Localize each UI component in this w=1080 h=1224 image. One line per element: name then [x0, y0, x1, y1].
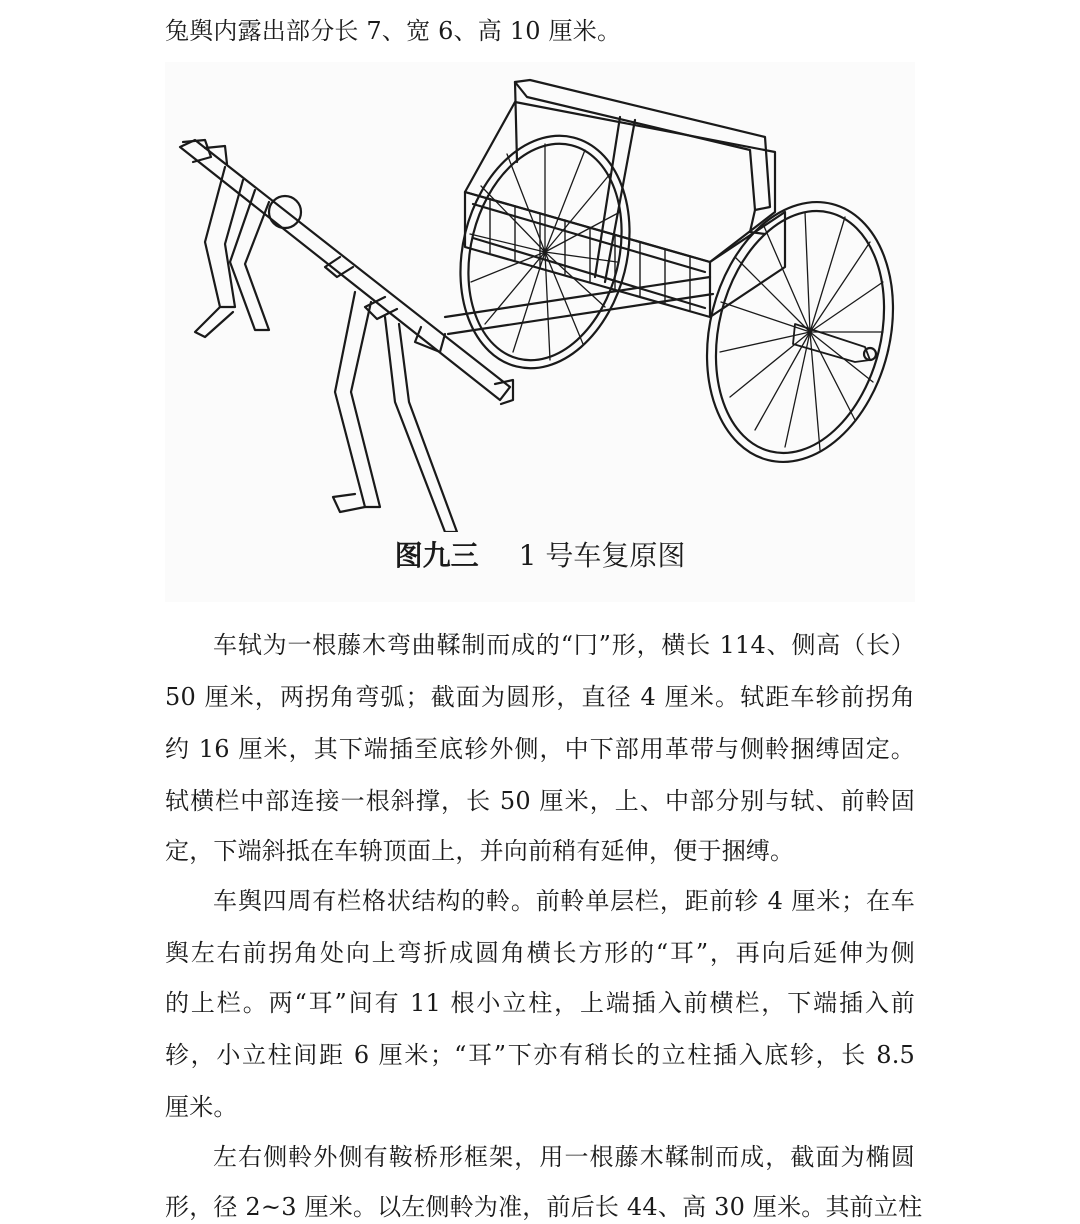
yoke: [180, 140, 513, 532]
figure-title: 1 号车复原图: [518, 539, 686, 572]
carriage-drawing: [165, 62, 915, 532]
paragraph-1-line: 50 厘米，两拐角弯弧；截面为圆形，直径 4 厘米。轼距车轸前拐角: [165, 683, 915, 711]
paragraph-1-line: 定，下端斜抵在车辀顶面上，并向前稍有延伸，便于捆缚。: [165, 837, 795, 865]
paragraph-2-line: 的上栏。两“耳”间有 11 根小立柱，上端插入前横栏，下端插入前: [165, 989, 915, 1017]
paragraph-1-line: 约 16 厘米，其下端插至底轸外侧，中下部用革带与侧軨捆缚固定。: [165, 735, 915, 763]
paragraph-1-line: 轼横栏中部连接一根斜撑，长 50 厘米，上、中部分别与轼、前軨固: [165, 787, 915, 815]
paragraph-2-line: 厘米。: [165, 1093, 238, 1121]
figure-caption: [165, 538, 915, 574]
figure-carriage-reconstruction: [165, 62, 915, 602]
front-wheel: [681, 182, 915, 482]
paragraph-2-line: 舆左右前拐角处向上弯折成圆角横长方形的“耳”，再向后延伸为侧: [165, 939, 915, 967]
paragraph-3-line: 形，径 2~3 厘米。以左侧軨为准，前后长 44、高 30 厘米。其前立柱: [165, 1193, 923, 1221]
paragraph-2-line: 轸，小立柱间距 6 厘米；“耳”下亦有稍长的立柱插入底轸，长 8.5: [165, 1041, 915, 1069]
paragraph-1-line: 车轼为一根藤木弯曲鞣制而成的“冂”形，横长 114、侧高（长）: [213, 631, 915, 659]
rear-wheel: [437, 118, 653, 387]
figure-number: 图九三: [394, 539, 479, 572]
top-line: 兔舆内露出部分长 7、宽 6、高 10 厘米。: [165, 17, 622, 45]
paragraph-2-line: 车舆四周有栏格状结构的軨。前軨单层栏，距前轸 4 厘米；在车: [213, 887, 915, 915]
paragraph-3-line: 左右侧軨外侧有鞍桥形框架，用一根藤木鞣制而成，截面为椭圆: [213, 1143, 915, 1171]
